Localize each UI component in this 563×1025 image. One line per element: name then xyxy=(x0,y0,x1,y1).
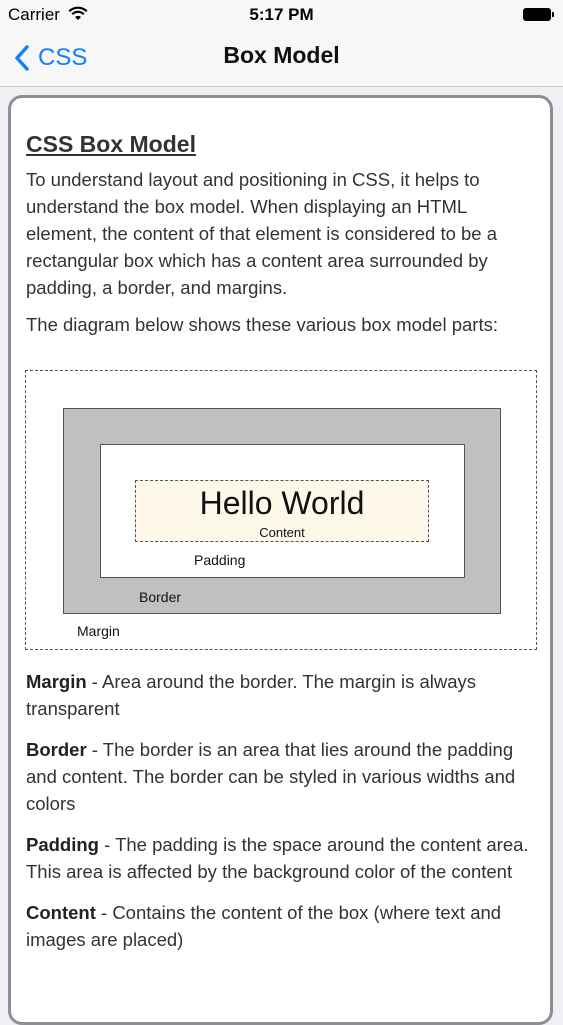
status-bar xyxy=(0,0,563,30)
definition-term: Border xyxy=(26,739,87,760)
padding-area xyxy=(100,444,465,578)
definition-term: Margin xyxy=(26,671,87,692)
definition-text: - Contains the content of the box (where text and images are placed) xyxy=(26,902,502,950)
padding-label: Padding xyxy=(194,552,246,568)
definition-content xyxy=(26,899,538,953)
article xyxy=(26,130,538,338)
definition-margin xyxy=(26,668,538,722)
definitions-list xyxy=(26,668,538,967)
battery-icon xyxy=(523,8,551,21)
definition-term: Padding xyxy=(26,834,99,855)
article-heading: CSS Box Model xyxy=(26,131,196,157)
box-model-diagram xyxy=(25,370,537,650)
definition-text: - The border is an area that lies around the padding and content. The border can be styled in various widths and colors xyxy=(26,739,516,814)
navigation-bar xyxy=(0,30,563,87)
content-label: Content xyxy=(259,525,305,540)
carrier-label: Carrier xyxy=(8,5,60,24)
page-title: Box Model xyxy=(223,42,340,68)
definition-text: - The padding is the space around the content area. This area is affected by the background color of the content xyxy=(26,834,529,882)
intro-paragraph: To understand layout and positioning in CSS, it helps to understand the box model. When displaying an HTML element, the content of that element is considered to be a rectangular box which has a content area surrounded by padding, a border, and margins. xyxy=(26,169,498,298)
content-sample-text: Hello World xyxy=(199,485,365,521)
definition-text: - Area around the border. The margin is always transparent xyxy=(26,671,477,719)
definition-border xyxy=(26,736,538,817)
back-label: CSS xyxy=(38,44,88,71)
border-area xyxy=(63,408,501,614)
definition-term: Content xyxy=(26,902,96,923)
content-area xyxy=(135,480,429,542)
border-label: Border xyxy=(139,589,182,605)
diagram-intro: The diagram below shows these various box model parts: xyxy=(26,314,498,335)
clock: 5:17 PM xyxy=(249,5,314,24)
definition-padding xyxy=(26,831,538,885)
margin-label: Margin xyxy=(77,623,120,639)
